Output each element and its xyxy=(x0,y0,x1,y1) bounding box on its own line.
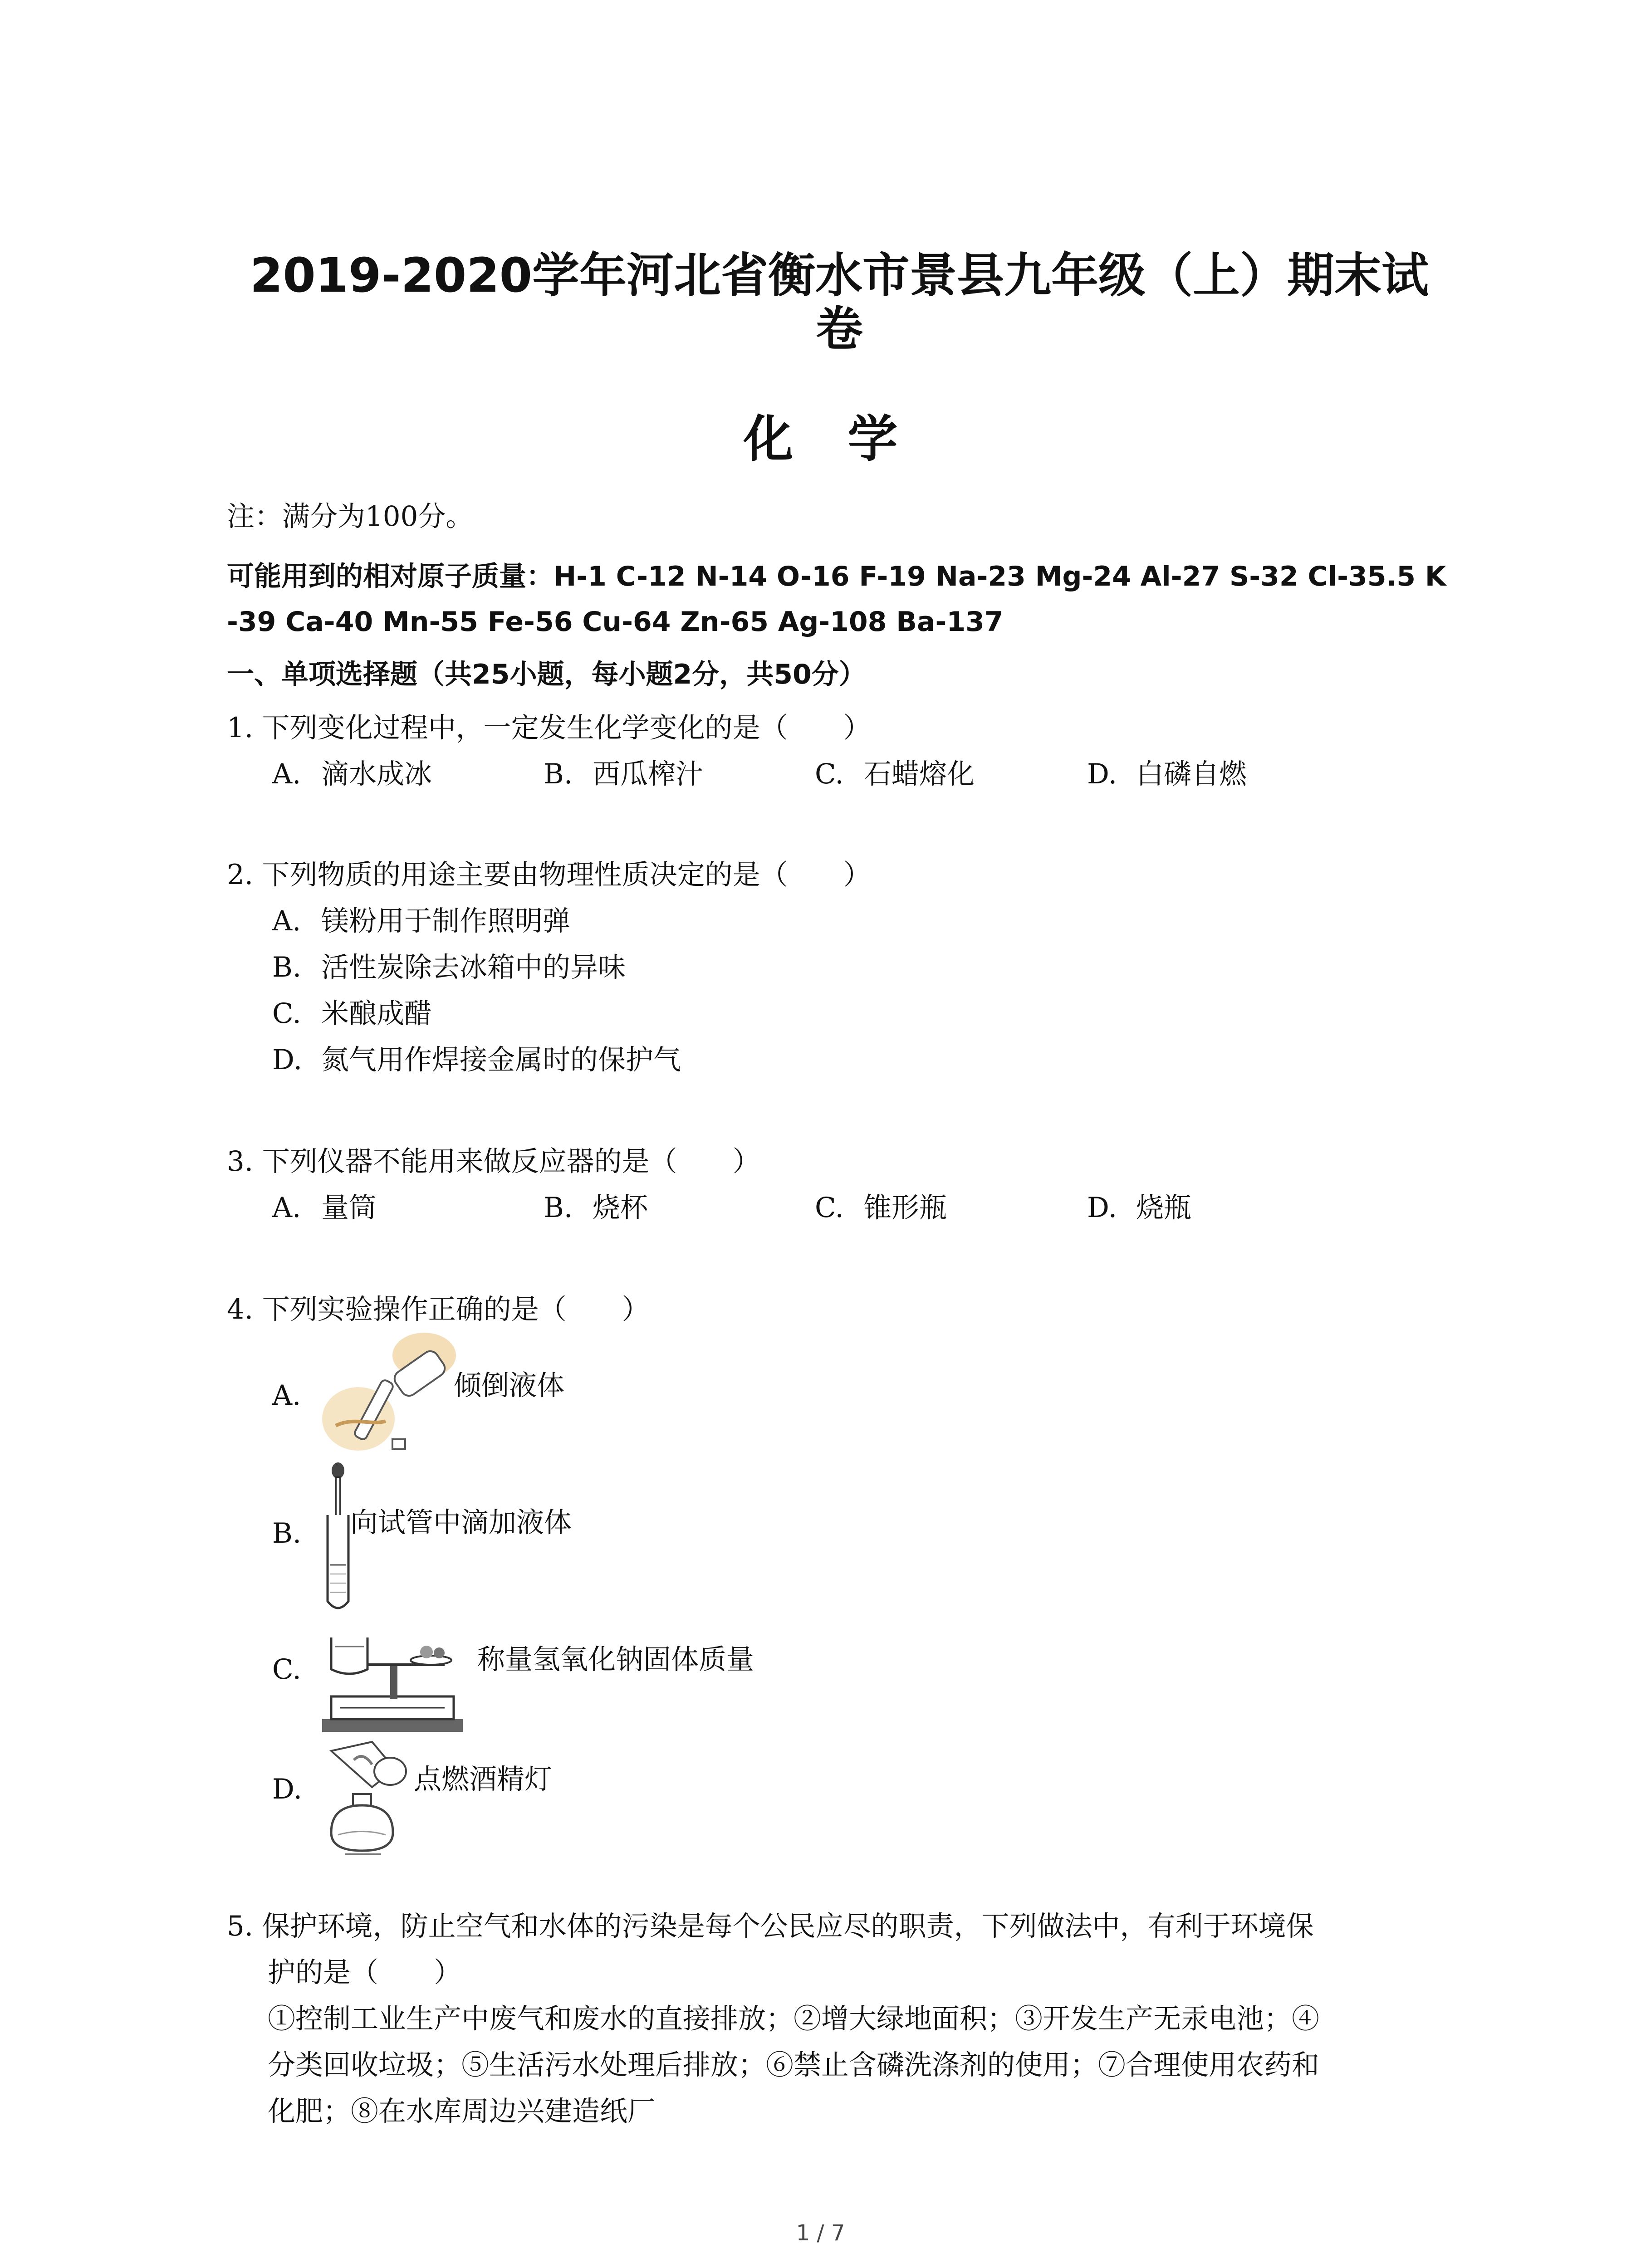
option-text: 量筒 xyxy=(321,1192,377,1224)
balance-scale-icon xyxy=(318,1615,472,1737)
question-1-option-d xyxy=(1087,758,1247,790)
question-5-stem-line-1: 5. 保护环境，防止空气和水体的污染是每个公民应尽的职责，下列做法中，有利于环境保 xyxy=(227,1910,1314,1942)
option-letter: D. xyxy=(1087,758,1117,790)
question-2-stem: 2. 下列物质的用途主要由物理性质决定的是（ ） xyxy=(227,859,871,891)
title-line-2: 卷 xyxy=(815,301,863,357)
question-3-option-c xyxy=(815,1192,947,1224)
option-letter: A. xyxy=(272,1192,301,1224)
atomic-mass-line-1: 可能用到的相对原子质量：H-1 C-12 N-14 O-16 F-19 Na-23 Mg-24 Al-27 S-32 Cl-35.5 K xyxy=(227,561,1446,592)
question-4-option-b-letter: B. xyxy=(272,1517,302,1549)
question-3-option-d xyxy=(1087,1192,1191,1224)
option-text: 烧瓶 xyxy=(1136,1192,1192,1224)
option-letter: B. xyxy=(544,1192,573,1224)
alcohol-lamp-icon xyxy=(318,1737,417,1860)
option-letter: A. xyxy=(272,905,301,937)
option-letter: B. xyxy=(544,758,573,790)
option-text: 镁粉用于制作照明弹 xyxy=(321,905,571,937)
question-1-option-b xyxy=(544,758,703,790)
pouring-liquid-icon xyxy=(318,1328,463,1460)
option-text: 滴水成冰 xyxy=(321,758,432,790)
option-letter: C. xyxy=(815,1192,844,1224)
option-text: 西瓜榨汁 xyxy=(593,758,704,790)
question-4-option-a-text: 倾倒液体 xyxy=(454,1369,565,1402)
subject-title: 化学 xyxy=(743,410,952,468)
option-text: 氮气用作焊接金属时的保护气 xyxy=(321,1044,681,1076)
question-4-stem: 4. 下列实验操作正确的是（ ） xyxy=(227,1293,650,1325)
page-title xyxy=(218,249,1461,356)
question-5-body-line-3: 化肥；⑧在水库周边兴建造纸厂 xyxy=(268,2095,656,2127)
question-2-option-d xyxy=(272,1044,681,1076)
full-score-note: 注：满分为100分。 xyxy=(227,500,474,533)
question-3-option-b xyxy=(544,1192,648,1224)
question-3-stem: 3. 下列仪器不能用来做反应器的是（ ） xyxy=(227,1145,760,1178)
question-4-option-c-letter: C. xyxy=(272,1653,301,1686)
question-4-option-a-letter: A. xyxy=(272,1379,301,1412)
page-number: 1 / 7 xyxy=(796,2220,845,2246)
balance-scale-image xyxy=(318,1615,472,1737)
title-line-1: 2019-2020学年河北省衡水市景县九年级（上）期末试 xyxy=(250,248,1429,303)
question-1-option-c xyxy=(815,758,975,790)
question-1-stem: 1. 下列变化过程中，一定发生化学变化的是（ ） xyxy=(227,712,871,744)
option-letter: A. xyxy=(272,758,301,790)
option-text: 活性炭除去冰箱中的异味 xyxy=(321,951,626,983)
question-3-option-a xyxy=(272,1192,377,1224)
option-letter: D. xyxy=(272,1044,303,1076)
option-letter: D. xyxy=(1087,1192,1117,1224)
atomic-mass-line-2: -39 Ca-40 Mn-55 Fe-56 Cu-64 Zn-65 Ag-108 Ba-137 xyxy=(227,606,1004,638)
question-5-body-line-2: 分类回收垃圾；⑤生活污水处理后排放；⑥禁止含磷洗涤剂的使用；⑦合理使用农药和 xyxy=(268,2049,1320,2081)
option-text: 烧杯 xyxy=(593,1192,648,1224)
question-4-option-d-text: 点燃酒精灯 xyxy=(414,1763,553,1795)
question-5-body-line-1: ①控制工业生产中废气和废水的直接排放；②增大绿地面积；③开发生产无汞电池；④ xyxy=(268,2003,1320,2035)
question-1-option-a xyxy=(272,758,432,790)
option-letter: C. xyxy=(815,758,844,790)
option-text: 石蜡熔化 xyxy=(864,758,975,790)
alcohol-lamp-image xyxy=(318,1737,417,1860)
question-4-option-d-letter: D. xyxy=(272,1773,303,1805)
option-text: 白磷自燃 xyxy=(1136,758,1247,790)
option-text: 米酿成醋 xyxy=(321,997,432,1030)
question-4-option-c-text: 称量氢氧化钠固体质量 xyxy=(477,1643,754,1676)
option-letter: B. xyxy=(272,951,302,983)
question-2-option-a xyxy=(272,905,570,937)
option-letter: C. xyxy=(272,997,301,1030)
pouring-liquid-image xyxy=(318,1328,463,1460)
question-4-option-b-text: 向试管中滴加液体 xyxy=(350,1506,572,1539)
question-2-option-c xyxy=(272,998,432,1030)
question-2-option-b xyxy=(272,952,626,983)
option-text: 锥形瓶 xyxy=(864,1192,947,1224)
question-5-stem-line-2: 护的是（ ） xyxy=(268,1956,462,1989)
section-heading: 一、单项选择题（共25小题，每小题2分，共50分） xyxy=(227,659,866,690)
